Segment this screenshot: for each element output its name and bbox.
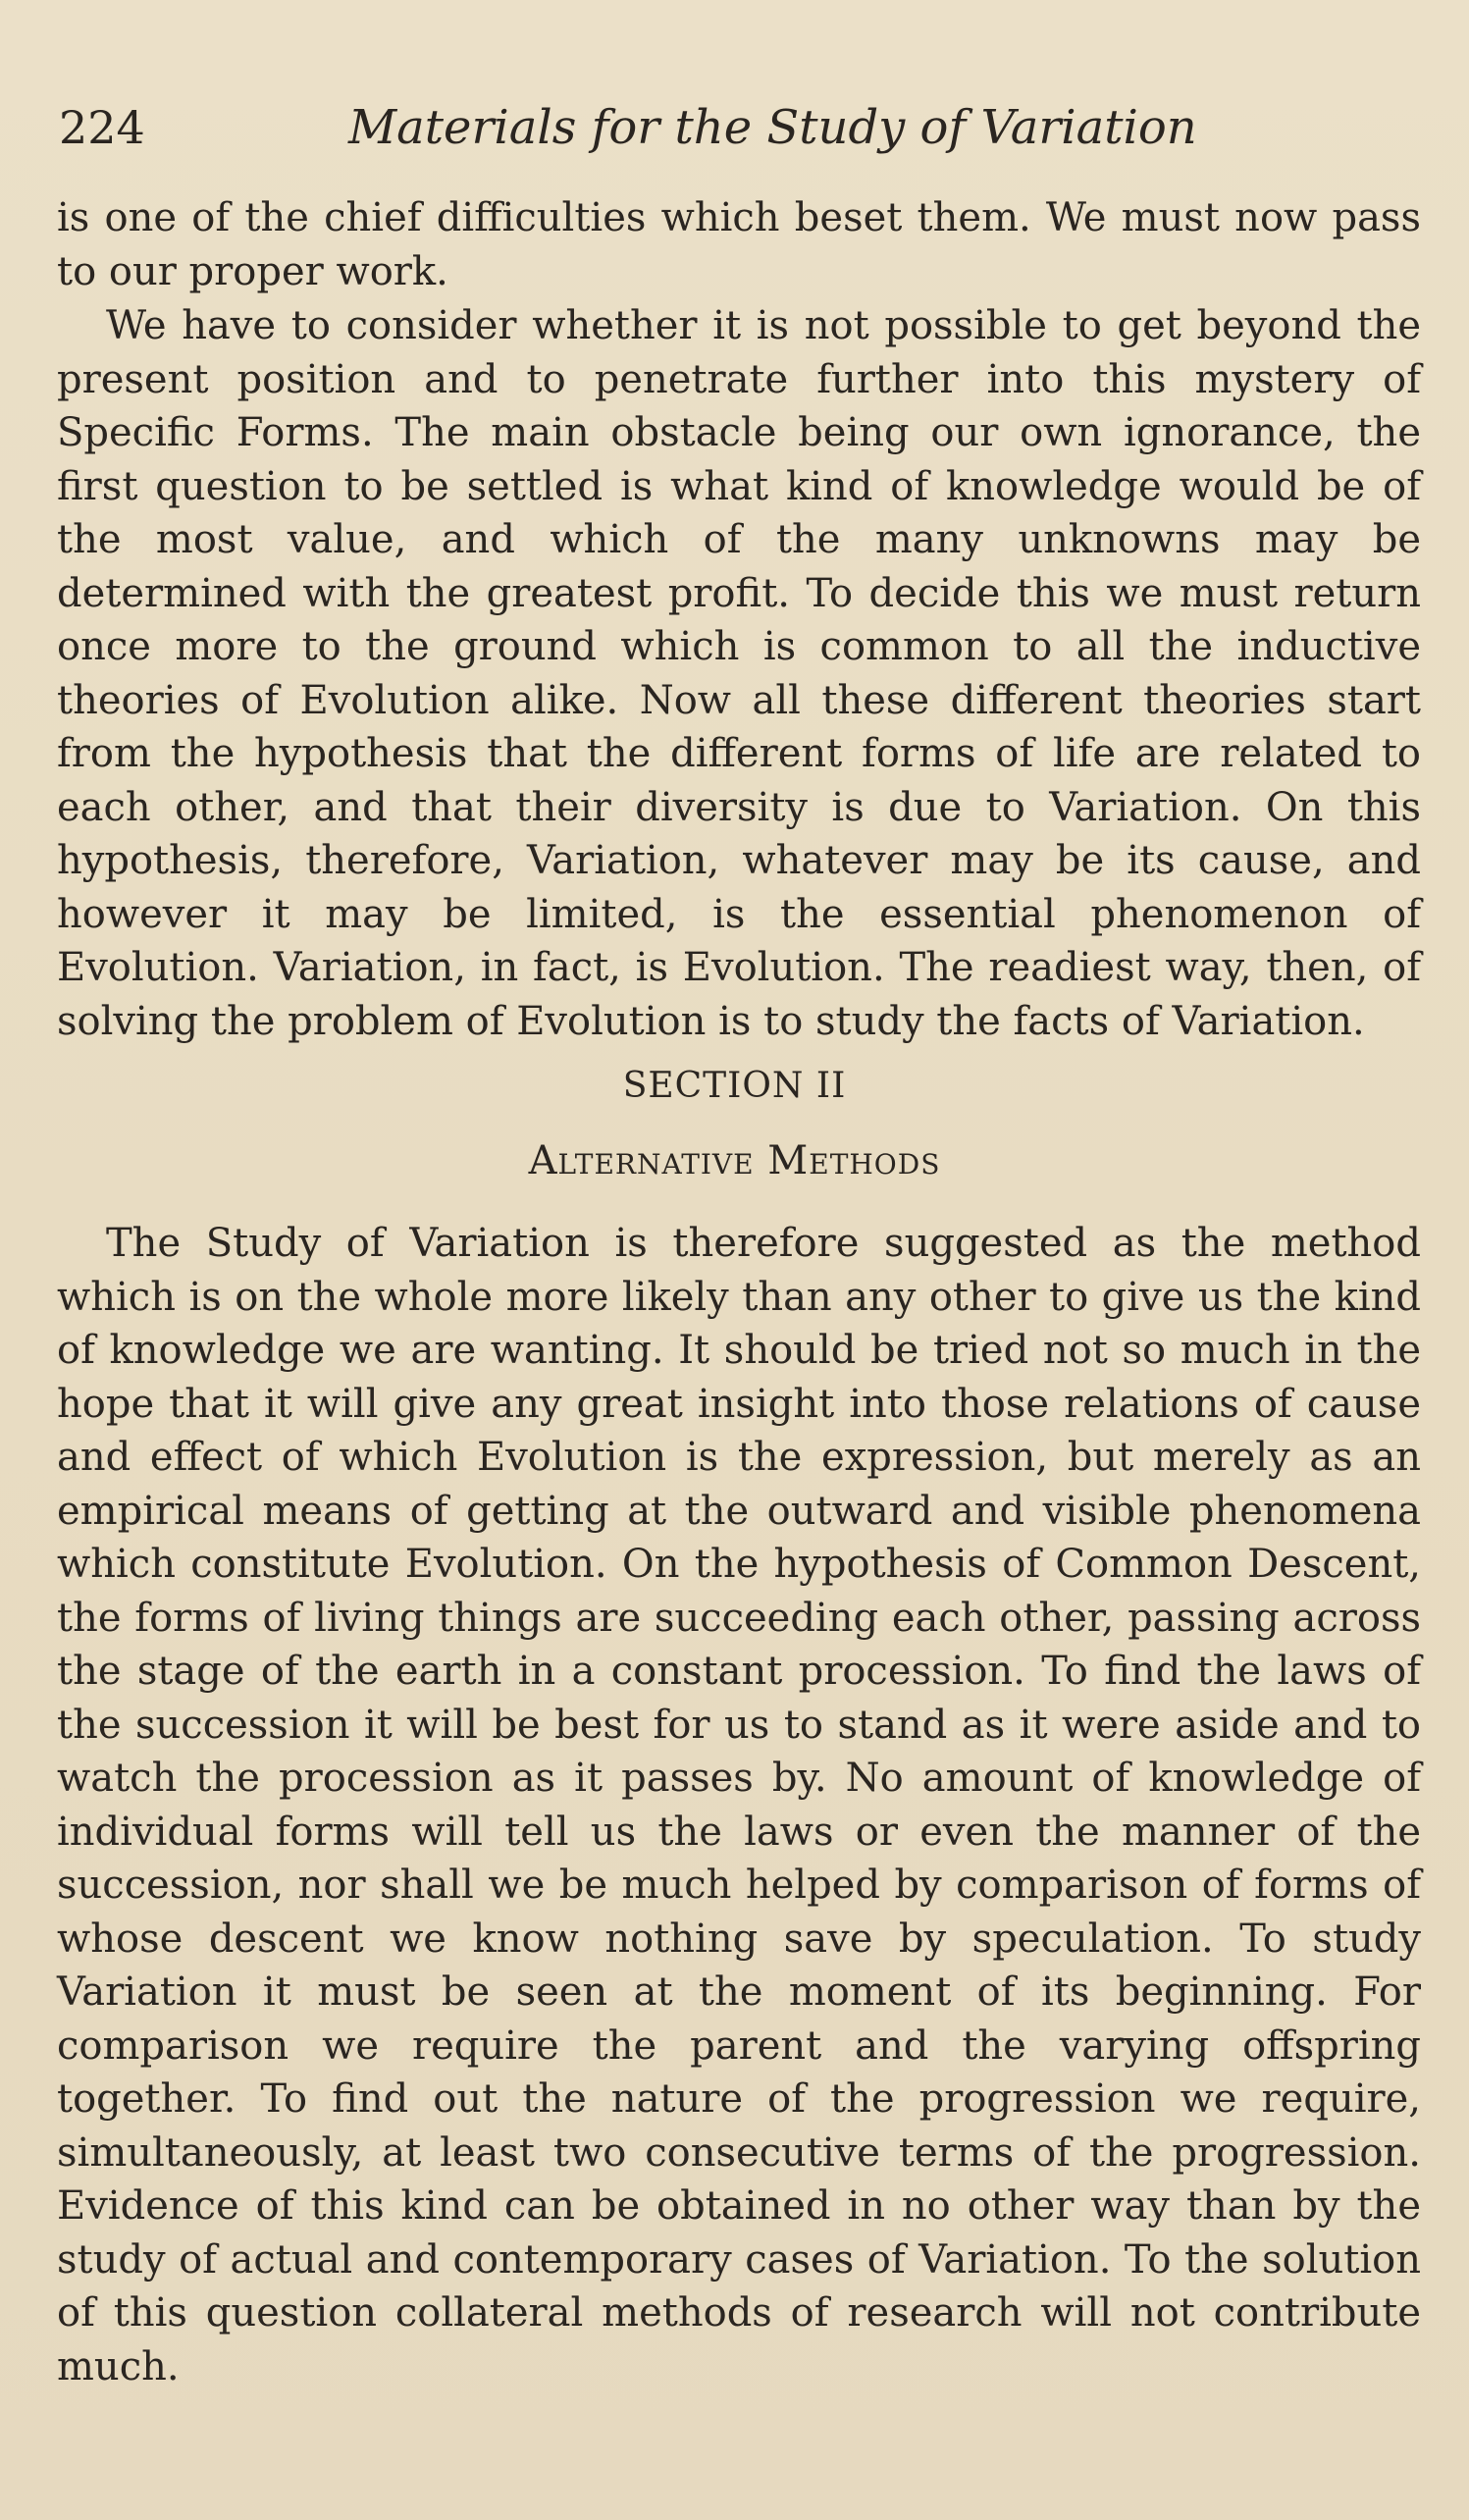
paragraph-specific-forms: We have to consider whether it is not possible to get beyond the present position and to penetrate further into this mystery of Specific Forms. The main obstacle being our own ignorance, the first question to be settled is what kind of knowledge would be of the most value, and which of the many unknowns may be determined with the greatest profit. To decide this we must return once more to the ground which is common to all the inductive theories of Evolution alike. Now all these different theories start from the hypothesis that the different forms of life are related to each other, and that their diversity is due to Variation. On this hypothesis, therefore, Variation, whatever may be its cause, and however it may be limited, is the essential phenomenon of Evolution. Variation, in fact, is Evolution. The readiest way, then, of solving the problem of Evolution is to study the facts of Variation. <box>57 303 1421 1044</box>
page-number: 224 <box>59 101 145 154</box>
running-head: Materials for the Study of Variation <box>348 100 1197 155</box>
section-label: SECTION II <box>622 1066 847 1106</box>
paragraph-continuation: is one of the chief difficulties which beset them. We must now pass to our proper work. <box>57 195 1421 294</box>
paragraph-study-of-variation: The Study of Variation is therefore suggested as the method which is on the whole more likely than any other to give us the kind of knowledge we are wanting. It should be tried not so much in the hope that it will give any great insight into those relations of cause and effect of which Evolution is the expression, but merely as an empirical means of getting at the outward and visible phenomena which constitute Evolution. On the hypothesis of Common Descent, the forms of living things are succeeding each other, passing across the stage of the earth in a constant procession. To find the laws of the succession it will be best for us to stand as it were aside and to watch the procession as it passes by. No amount of knowledge of individual forms will tell us the laws or even the manner of the succession, nor shall we be much helped by comparison of forms of whose descent we know nothing save by speculation. To study Variation it must be seen at the moment of its beginning. For comparison we require the parent and the varying offspring together. To find out the nature of the progression we require, simultaneously, at least two consecutive terms of the progression. Evidence of this kind can be obtained in no other way than by the study of actual and contemporary cases of Variation. To the solution of this question collateral methods of research will not contribute much. <box>57 1221 1421 2389</box>
page-header <box>59 93 1423 172</box>
section-heading: Alternative Methods <box>528 1138 941 1183</box>
